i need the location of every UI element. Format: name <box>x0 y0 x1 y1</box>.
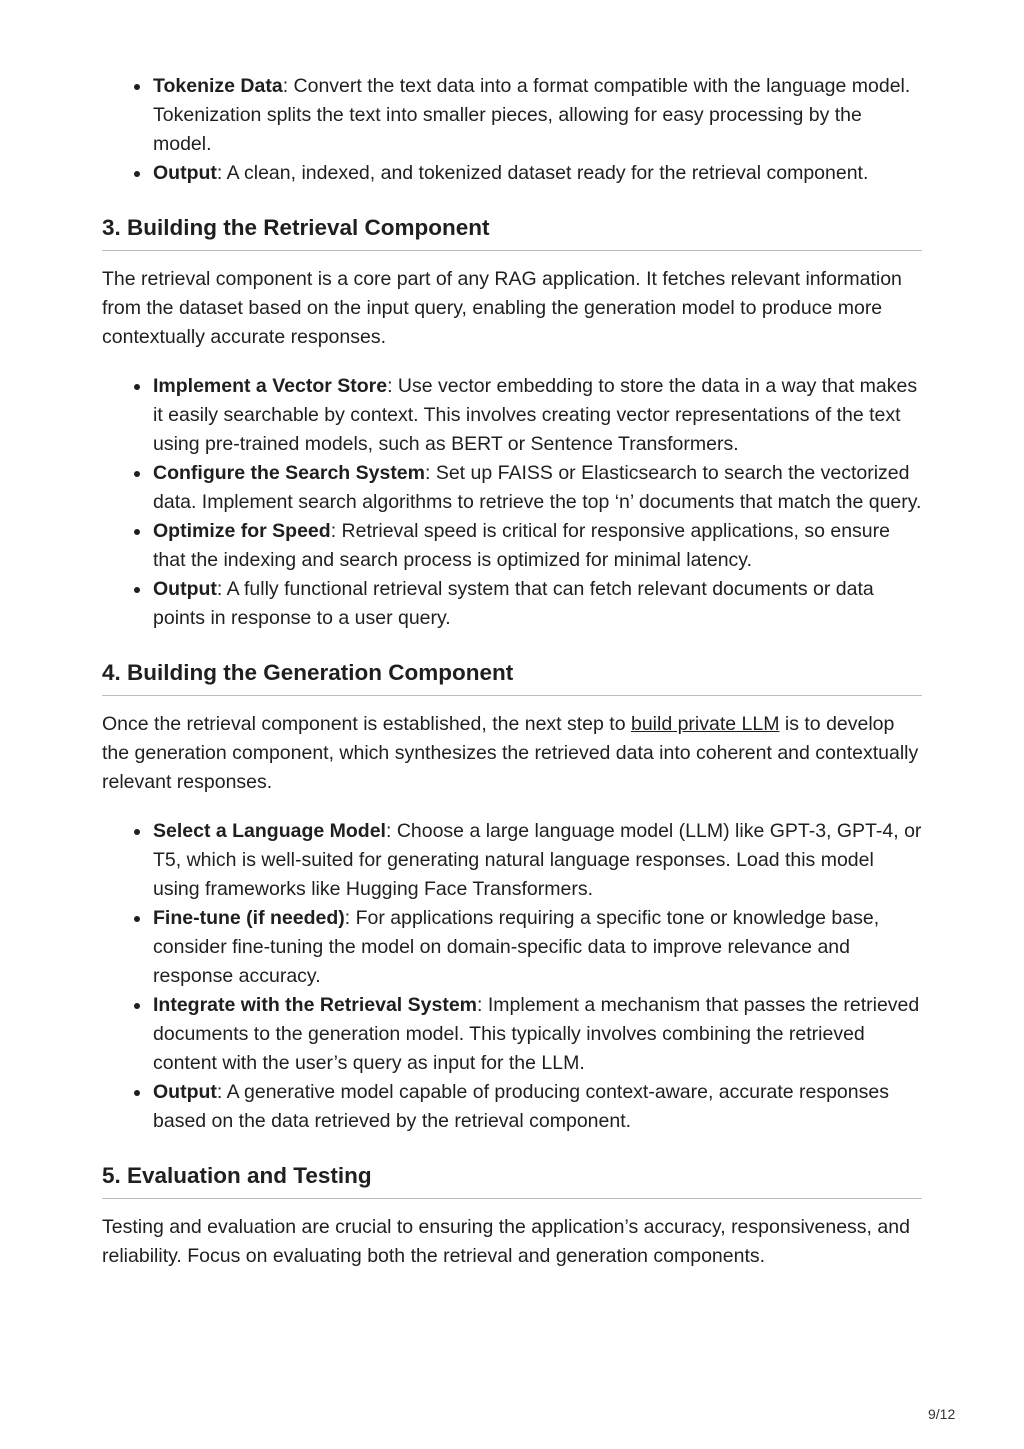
list-item-term: Output <box>153 162 217 184</box>
list-item <box>102 517 922 575</box>
list-item-text: : Convert the text data into a format compatible with the language model. Tokenization splits the text into smaller pieces, allowing for easy processing by the model. <box>153 75 911 155</box>
bullet-list-retrieval <box>102 372 922 633</box>
document-page <box>102 0 922 1271</box>
list-item-term: Configure the Search System <box>153 462 425 484</box>
list-item-text: : Use vector embedding to store the data in a way that makes it easily searchable by context. This involves creating vector representations of the text using pre-trained models, such as BERT or Sentence Transformers. <box>153 375 918 455</box>
list-item-term: Fine-tune (if needed) <box>153 907 345 929</box>
section-paragraph-generation <box>102 710 922 797</box>
section-heading-evaluation: 5. Evaluation and Testing <box>102 1161 922 1199</box>
list-item <box>102 459 922 517</box>
list-item-term: Select a Language Model <box>153 820 386 842</box>
list-item-text: : Implement a mechanism that passes the retrieved documents to the generation model. This typically involves combining the retrieved content with the user’s query as input for the LLM. <box>153 994 920 1074</box>
paragraph-text: is to develop the generation component, which synthesizes the retrieved data into coherent and contextually relevant responses. <box>102 713 919 793</box>
section-paragraph-retrieval: The retrieval component is a core part of any RAG application. It fetches relevant information from the dataset based on the input query, enabling the generation model to produce more contextually accurate responses. <box>102 268 902 348</box>
list-item-text: : Choose a large language model (LLM) like GPT-3, GPT-4, or T5, which is well-suited for generating natural language responses. Load this model using frameworks like Hugging Face Transformers. <box>153 820 922 900</box>
page-number: 9/12 <box>928 1406 956 1422</box>
list-item-text: : A generative model capable of producing context-aware, accurate responses based on the data retrieved by the retrieval component. <box>153 1081 889 1132</box>
paragraph-text: Once the retrieval component is established, the next step to <box>102 713 631 735</box>
section-paragraph-evaluation: Testing and evaluation are crucial to ensuring the application’s accuracy, responsiveness, and reliability. Focus on evaluating both the retrieval and generation components. <box>102 1216 910 1267</box>
list-item-term: Optimize for Speed <box>153 520 331 542</box>
list-item <box>102 575 922 633</box>
list-item <box>102 1078 922 1136</box>
list-item-text: : A fully functional retrieval system that can fetch relevant documents or data points in response to a user query. <box>153 578 874 629</box>
list-item-term: Output <box>153 578 217 600</box>
list-item-term: Integrate with the Retrieval System <box>153 994 478 1016</box>
list-item <box>102 159 922 188</box>
list-item-text: : Retrieval speed is critical for responsive applications, so ensure that the indexing and search process is optimized for minimal latency. <box>153 520 890 571</box>
list-item <box>102 817 922 904</box>
list-item-text: : For applications requiring a specific tone or knowledge base, consider fine-tuning the model on domain-specific data to improve relevance and response accuracy. <box>153 907 880 987</box>
bullet-list-generation <box>102 817 922 1136</box>
bullet-list-data-prep <box>102 0 922 188</box>
list-item <box>102 72 922 159</box>
list-item <box>102 991 922 1078</box>
list-item-term: Implement a Vector Store <box>153 375 388 397</box>
section-heading-retrieval: 3. Building the Retrieval Component <box>102 213 922 251</box>
list-item-text: : A clean, indexed, and tokenized dataset ready for the retrieval component. <box>216 162 869 184</box>
list-item <box>102 372 922 459</box>
list-item <box>102 904 922 991</box>
section-heading-generation: 4. Building the Generation Component <box>102 658 922 696</box>
build-private-llm-link[interactable]: build private LLM <box>630 713 780 735</box>
list-item-term: Tokenize Data <box>153 75 283 97</box>
list-item-term: Output <box>153 1081 217 1103</box>
list-item-text: : Set up FAISS or Elasticsearch to search the vectorized data. Implement search algorithms to retrieve the top ‘n’ documents that match the query. <box>153 462 922 513</box>
